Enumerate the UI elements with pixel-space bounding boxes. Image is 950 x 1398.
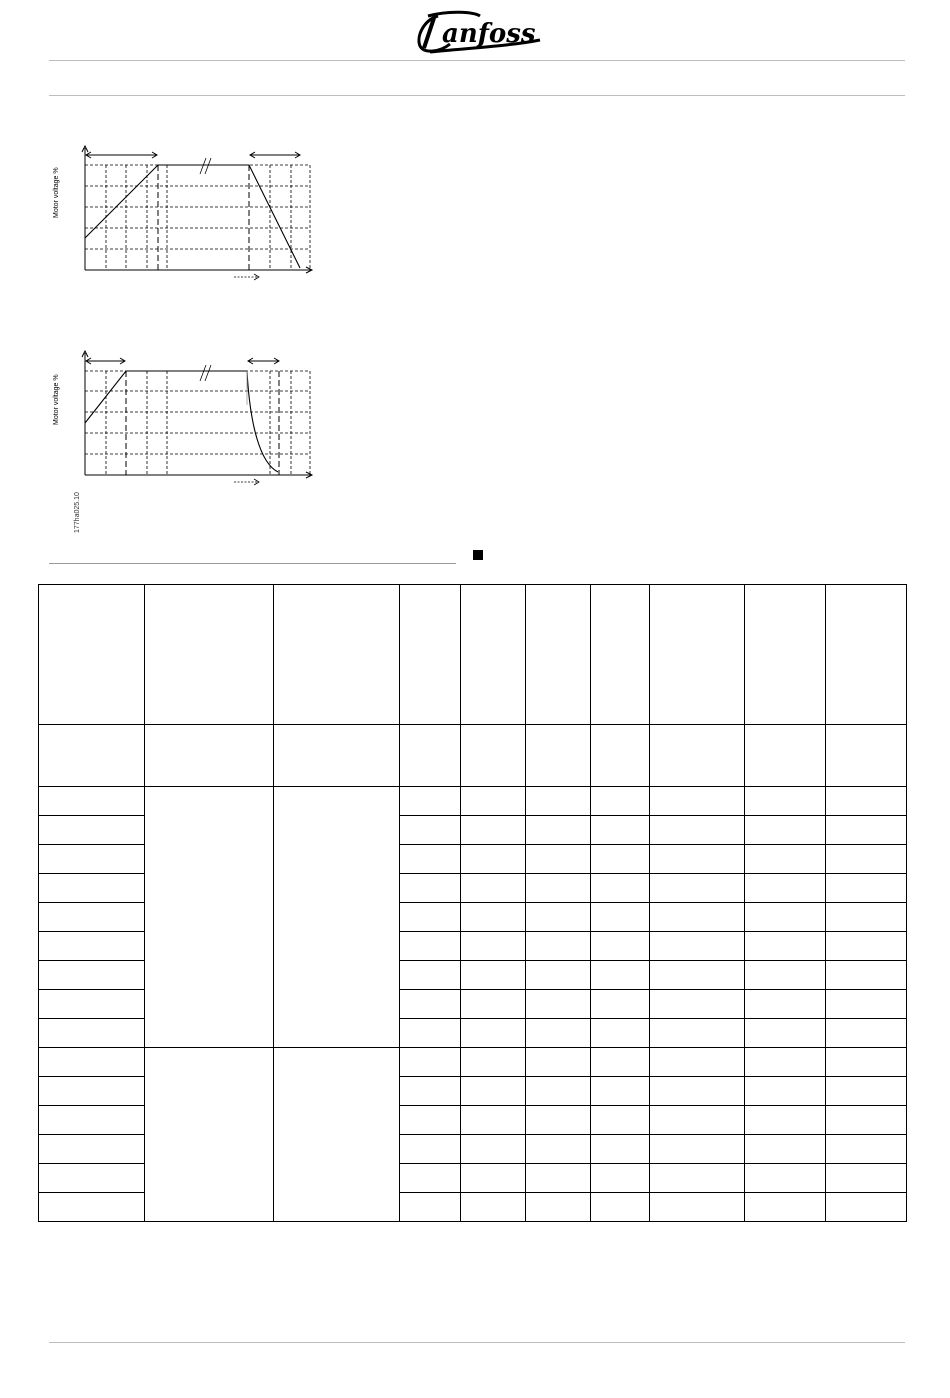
table-cell	[826, 903, 907, 932]
table-cell	[526, 903, 591, 932]
table-unit-cell	[400, 725, 461, 787]
table-header-row	[39, 585, 907, 725]
table-cell	[591, 1048, 650, 1077]
table-cell	[461, 845, 526, 874]
table-unit-cell	[274, 725, 400, 787]
table-cell	[826, 961, 907, 990]
table-cell	[745, 816, 826, 845]
table-cell	[400, 1164, 461, 1193]
section-rule	[49, 563, 456, 564]
svg-text:anfoss: anfoss	[442, 19, 536, 49]
table-cell	[650, 845, 745, 874]
table-cell	[745, 1135, 826, 1164]
table-cell	[461, 932, 526, 961]
table-header-cell	[400, 585, 461, 725]
table-unit-cell	[826, 725, 907, 787]
table-cell	[461, 787, 526, 816]
table-cell	[650, 932, 745, 961]
table-cell	[526, 1019, 591, 1048]
table-group-cell	[274, 787, 400, 1048]
table-header-cell	[745, 585, 826, 725]
header-rule-top	[49, 60, 905, 61]
table-cell	[461, 874, 526, 903]
table-cell	[400, 1106, 461, 1135]
table-cell	[826, 1193, 907, 1222]
table-cell	[745, 1077, 826, 1106]
table-cell	[826, 845, 907, 874]
table-row	[39, 787, 907, 816]
table-cell	[650, 816, 745, 845]
table-cell	[400, 932, 461, 961]
table-cell	[591, 816, 650, 845]
table-cell	[39, 1048, 145, 1077]
table-cell	[526, 1164, 591, 1193]
table-cell	[745, 903, 826, 932]
table-cell	[400, 961, 461, 990]
table-cell	[826, 1048, 907, 1077]
table-cell	[39, 1077, 145, 1106]
table-group-cell	[145, 1048, 274, 1222]
table-cell	[591, 961, 650, 990]
table-header-cell	[591, 585, 650, 725]
table-cell	[400, 1193, 461, 1222]
table-unit-cell	[145, 725, 274, 787]
table-cell	[39, 1019, 145, 1048]
table-cell	[461, 1019, 526, 1048]
table-cell	[650, 903, 745, 932]
table-cell	[39, 816, 145, 845]
table-cell	[745, 1164, 826, 1193]
table-cell	[461, 1164, 526, 1193]
specification-table	[38, 584, 907, 1222]
table-cell	[526, 961, 591, 990]
table-cell	[461, 961, 526, 990]
table-cell	[745, 990, 826, 1019]
table-unit-cell	[526, 725, 591, 787]
table-cell	[826, 1077, 907, 1106]
table-cell	[526, 845, 591, 874]
table-cell	[650, 1135, 745, 1164]
table-cell	[400, 874, 461, 903]
table-cell	[400, 1135, 461, 1164]
table-cell	[39, 874, 145, 903]
table-unit-cell	[461, 725, 526, 787]
table-cell	[826, 1019, 907, 1048]
table-cell	[400, 903, 461, 932]
table-header-cell	[461, 585, 526, 725]
table-cell	[400, 990, 461, 1019]
header-rule-bottom	[49, 95, 905, 96]
table-unit-cell	[39, 725, 145, 787]
table-cell	[591, 932, 650, 961]
table-cell	[650, 1164, 745, 1193]
table-cell	[591, 990, 650, 1019]
table-cell	[650, 787, 745, 816]
section-bullet-icon	[473, 550, 483, 560]
table-cell	[745, 787, 826, 816]
table-cell	[826, 816, 907, 845]
motor-voltage-chart-linear	[50, 140, 330, 290]
table-cell	[526, 1077, 591, 1106]
table-unit-cell	[745, 725, 826, 787]
table-cell	[39, 1193, 145, 1222]
table-cell	[826, 990, 907, 1019]
table-cell	[650, 1106, 745, 1135]
table-cell	[826, 874, 907, 903]
table-cell	[591, 1193, 650, 1222]
table-cell	[400, 1019, 461, 1048]
table-cell	[650, 1193, 745, 1222]
table-cell	[745, 845, 826, 874]
table-cell	[39, 903, 145, 932]
table-cell	[650, 1019, 745, 1048]
table-cell	[39, 961, 145, 990]
table-cell	[745, 1106, 826, 1135]
table-cell	[745, 874, 826, 903]
table-cell	[39, 1106, 145, 1135]
table-cell	[39, 787, 145, 816]
table-cell	[745, 1193, 826, 1222]
table-cell	[461, 990, 526, 1019]
table-cell	[826, 1135, 907, 1164]
table-cell	[526, 932, 591, 961]
table-header-cell	[526, 585, 591, 725]
table-cell	[39, 932, 145, 961]
table-cell	[461, 1106, 526, 1135]
motor-voltage-chart-exponential	[50, 345, 330, 495]
table-group-cell	[145, 787, 274, 1048]
table-cell	[650, 961, 745, 990]
table-header-cell	[145, 585, 274, 725]
table-cell	[526, 787, 591, 816]
table-cell	[745, 961, 826, 990]
table-cell	[591, 787, 650, 816]
table-cell	[461, 903, 526, 932]
table-cell	[591, 874, 650, 903]
table-cell	[526, 1193, 591, 1222]
table-cell	[400, 845, 461, 874]
table-unit-cell	[650, 725, 745, 787]
table-cell	[400, 1077, 461, 1106]
figure-code: 177ha025.10	[74, 492, 81, 533]
table-cell	[461, 1077, 526, 1106]
table-cell	[400, 1048, 461, 1077]
table-header-cell	[826, 585, 907, 725]
table-cell	[461, 1048, 526, 1077]
table-cell	[526, 1048, 591, 1077]
table-group-cell	[274, 1048, 400, 1222]
table-cell	[39, 845, 145, 874]
table-cell	[650, 990, 745, 1019]
table-unit-cell	[591, 725, 650, 787]
table-cell	[650, 1048, 745, 1077]
table-cell	[526, 816, 591, 845]
table-cell	[39, 1135, 145, 1164]
table-cell	[591, 845, 650, 874]
y-axis-label: Motor voltage %	[53, 374, 60, 425]
table-cell	[826, 1106, 907, 1135]
table-cell	[400, 787, 461, 816]
danfoss-logo	[410, 8, 544, 56]
table-header-cell	[650, 585, 745, 725]
table-cell	[591, 1019, 650, 1048]
table-cell	[591, 903, 650, 932]
y-axis-label: Motor voltage %	[53, 167, 60, 218]
table-row	[39, 1048, 907, 1077]
table-cell	[826, 932, 907, 961]
table-cell	[39, 1164, 145, 1193]
table-cell	[591, 1135, 650, 1164]
table-cell	[826, 787, 907, 816]
table-cell	[526, 1135, 591, 1164]
footer-rule	[49, 1342, 905, 1343]
table-header-cell	[39, 585, 145, 725]
table-cell	[39, 990, 145, 1019]
table-cell	[526, 990, 591, 1019]
table-cell	[461, 1193, 526, 1222]
table-cell	[826, 1164, 907, 1193]
table-cell	[591, 1106, 650, 1135]
table-cell	[461, 1135, 526, 1164]
table-cell	[526, 1106, 591, 1135]
table-cell	[591, 1164, 650, 1193]
table-cell	[591, 1077, 650, 1106]
table-cell	[650, 874, 745, 903]
table-cell	[745, 1048, 826, 1077]
table-cell	[650, 1077, 745, 1106]
table-cell	[526, 874, 591, 903]
table-header-cell	[274, 585, 400, 725]
table-unit-row	[39, 725, 907, 787]
table-cell	[461, 816, 526, 845]
table-cell	[745, 1019, 826, 1048]
table-cell	[745, 932, 826, 961]
table-cell	[400, 816, 461, 845]
